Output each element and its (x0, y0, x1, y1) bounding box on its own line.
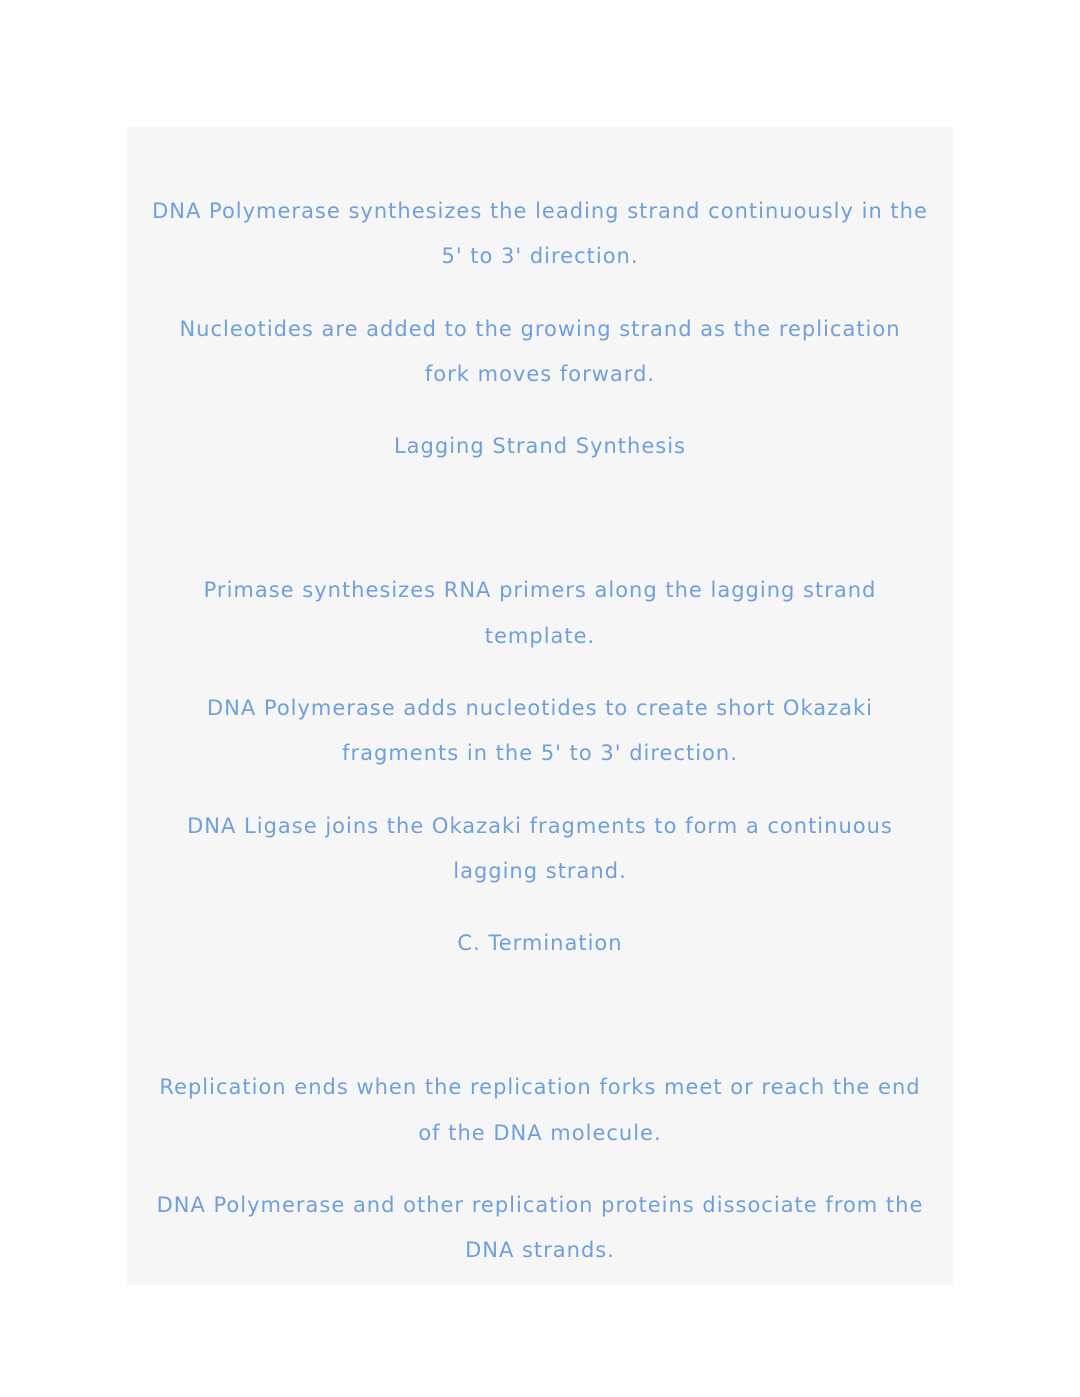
okazaki-text-line-2: fragments in the 5' to 3' direction. (342, 741, 738, 765)
dissociate-text-line-1: DNA Polymerase and other replication proteins dissociate from the (156, 1193, 924, 1217)
lagging-strand-heading: Lagging Strand Synthesis (393, 434, 686, 458)
leading-strand-text-line-2: 5' to 3' direction. (441, 244, 639, 268)
okazaki-text-line-1: DNA Polymerase adds nucleotides to create short Okazaki (206, 696, 874, 720)
ligase-text-line-1: DNA Ligase joins the Okazaki fragments to form a continuous (187, 814, 893, 838)
ligase-text-line-2: lagging strand. (453, 859, 627, 883)
leading-strand-text-line-1: DNA Polymerase synthesizes the leading strand continuously in the (152, 199, 928, 223)
nucleotides-text-line-1: Nucleotides are added to the growing strand as the replication (179, 317, 901, 341)
primase-text-line-2: template. (484, 624, 596, 648)
replication-ends-text-line-1: Replication ends when the replication forks meet or reach the end (159, 1075, 921, 1099)
document-page (127, 127, 953, 1285)
replication-ends-text-line-2: of the DNA molecule. (418, 1121, 662, 1145)
dissociate-text-line-2: DNA strands. (465, 1238, 615, 1262)
primase-text-line-1: Primase synthesizes RNA primers along the lagging strand (203, 578, 877, 602)
termination-heading: C. Termination (457, 931, 623, 955)
nucleotides-text-line-2: fork moves forward. (424, 362, 656, 386)
